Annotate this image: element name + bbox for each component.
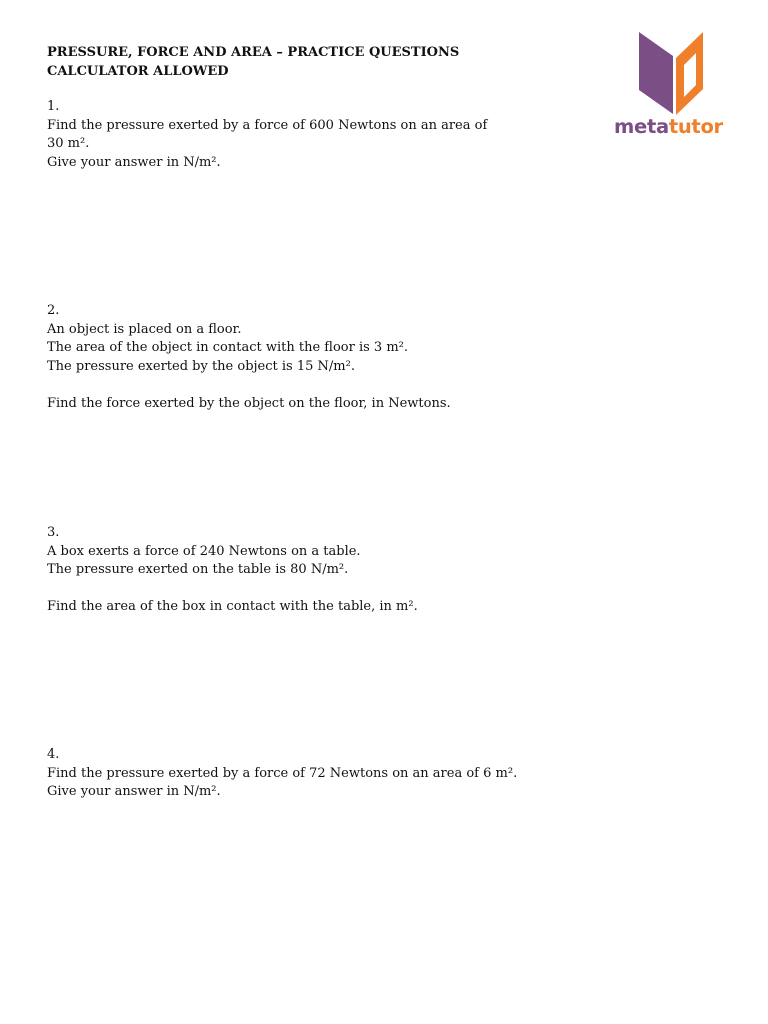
question-text-line: Give your answer in N/m². <box>47 784 221 799</box>
title-line-2: CALCULATOR ALLOWED <box>47 64 229 79</box>
question-1 <box>47 98 487 172</box>
question-3 <box>47 524 418 617</box>
question-number: 2. <box>47 303 60 318</box>
spacer <box>47 376 451 395</box>
question-text-line: The pressure exerted by the object is 15 N/m². <box>47 358 355 374</box>
title-line-1: PRESSURE, FORCE AND AREA – PRACTICE QUESTIONS <box>47 45 460 60</box>
logo-text-tutor: tutor <box>668 115 723 138</box>
question-text-line: Give your answer in N/m². <box>47 154 221 170</box>
question-2 <box>47 302 451 413</box>
page-title <box>47 43 459 81</box>
logo-wordmark <box>614 115 723 138</box>
question-number: 4. <box>47 747 60 762</box>
logo-text-meta: meta <box>614 115 669 138</box>
question-text-line: Find the pressure exerted by a force of 72 Newtons on an area of 6 m². <box>47 765 518 781</box>
question-number: 1. <box>47 99 60 114</box>
metatutor-logo <box>612 31 736 141</box>
spacer <box>47 580 418 599</box>
question-text-line: A box exerts a force of 240 Newtons on a table. <box>47 543 361 559</box>
question-task: Find the force exerted by the object on the floor, in Newtons. <box>47 395 451 411</box>
question-text-line: The pressure exerted on the table is 80 N/m². <box>47 562 349 577</box>
question-number: 3. <box>47 525 60 540</box>
question-text-line: An object is placed on a floor. <box>47 321 242 337</box>
question-text-line: Find the pressure exerted by a force of 600 Newtons on an area of <box>47 117 488 133</box>
metatutor-shield-icon <box>639 31 705 115</box>
question-task: Find the area of the box in contact with the table, in m². <box>47 599 418 614</box>
question-text-line: 30 m². <box>47 136 90 151</box>
question-4 <box>47 746 517 802</box>
question-text-line: The area of the object in contact with the floor is 3 m². <box>47 340 409 355</box>
